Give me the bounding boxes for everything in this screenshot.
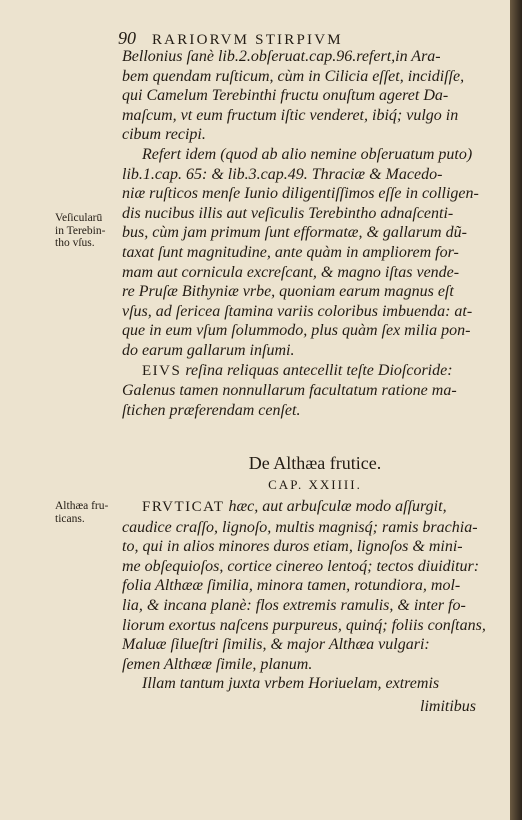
margin-note-line: Veſicularū bbox=[55, 212, 103, 224]
margin-note-line: tho vſus. bbox=[55, 237, 95, 249]
margin-note-line: in Terebin- bbox=[55, 224, 106, 237]
text-line: Bellonius ſanè lib.2.obſeruat.cap.96.refert,in Ara- bbox=[122, 48, 441, 65]
text-line: re Pruſæ Bithyniæ vrbe, quoniam earum magnus eſt bbox=[122, 283, 454, 301]
margin-note-althaea bbox=[55, 500, 108, 525]
main-text-althaea bbox=[122, 497, 487, 694]
text-line: lib.1.cap. 65: & lib.3.cap.49. Thraciæ & Macedo- bbox=[122, 165, 443, 183]
lead-word: FRVTICAT bbox=[142, 499, 225, 515]
text-line: bus, cùm jam primum ſunt efformatæ, & gallarum dũ- bbox=[122, 224, 467, 242]
text-run: hæc, aut arbuſculæ modo aſſurgit, bbox=[224, 498, 447, 515]
text-line: Refert idem (quod ab alio nemine obſeruatum puto) bbox=[142, 145, 473, 163]
text-line: bem quendam ruſticum, cùm in Cilicia eſſet, incidiſſe, bbox=[122, 67, 465, 85]
text-line: niæ ruſticos menſe Iunio diligentiſſimos eſſe in colligen- bbox=[122, 185, 479, 203]
margin-note-line: ticans. bbox=[55, 512, 85, 525]
catchword: limitibus bbox=[420, 698, 477, 715]
paragraph-fruticat bbox=[122, 497, 487, 674]
text-line: Galenus tamen nonnullarum facultatum ratione ma- bbox=[122, 382, 457, 400]
text-line: ſtichen præferendam cenſet. bbox=[122, 401, 301, 419]
paragraph-refert bbox=[122, 145, 487, 361]
text-line: vſus, ad ſericea ſtamina variis coloribus imbuenda: at- bbox=[122, 302, 473, 320]
text-line: me obſequioſos, cortice cinereo lentoq́; tectos diuiditur: bbox=[122, 557, 480, 575]
text-line: maſcum, vt eum fructum iſtic venderet, ibiq́; vulgo in bbox=[122, 106, 459, 124]
page-edge bbox=[510, 0, 522, 820]
paragraph-bellonius bbox=[122, 47, 487, 145]
text-line: dis nucibus illis aut veſiculis Terebintho adnaſcenti- bbox=[122, 204, 454, 222]
running-title: RARIORVM STIRPIVM bbox=[151, 32, 343, 48]
text-line: taxat ſunt magnitudine, ante quàm in ampliorem for- bbox=[122, 243, 459, 261]
text-line: caudice craſſo, lignoſo, multis magnisq́; ramis brachia- bbox=[122, 518, 478, 536]
lead-word: EIVS bbox=[142, 362, 182, 379]
page-number: 90 bbox=[118, 28, 136, 48]
text-line: folia Althææ ſimilia, minora tamen, rotundiora, mol- bbox=[122, 577, 461, 595]
chapter-heading: CAP. XXIIII. bbox=[268, 477, 362, 492]
text-line: liorum exortus naſcens purpureus, quinq́; foliis conſtans, bbox=[122, 616, 486, 634]
text-line: to, qui in alios minores duros etiam, lignoſos & mini- bbox=[122, 538, 463, 556]
text-line: Illam tantum juxta vrbem Horiuelam, extremis bbox=[142, 675, 440, 693]
running-header bbox=[118, 28, 343, 49]
text-line: do earum gallarum inſumi. bbox=[122, 341, 295, 359]
text-line: cibum recipi. bbox=[122, 126, 206, 144]
margin-note-line: Althæa fru- bbox=[55, 500, 109, 512]
text-line: mam aut cornicula excreſcant, & magno iſtas vende- bbox=[122, 263, 460, 281]
section-title: De Althæa frutice. bbox=[248, 453, 382, 473]
paragraph-eius bbox=[122, 361, 487, 421]
text-line bbox=[122, 361, 487, 382]
text-line: qui Camelum Terebinthi fructu onuſtum ageret Da- bbox=[122, 87, 449, 105]
text-line: Maluæ ſilueſtri ſimilis, & major Althæa vulgari: bbox=[122, 636, 430, 654]
text-line: ſemen Althææ ſimile, planum. bbox=[122, 655, 313, 673]
main-text bbox=[122, 47, 487, 420]
text-line bbox=[122, 497, 487, 518]
text-run: reſina reliquas antecellit teſte Dioſcoride: bbox=[181, 361, 453, 379]
text-line: que in eum vſum ſolummodo, plus quàm ſex milia pon- bbox=[122, 322, 471, 340]
margin-note-vesicularum bbox=[55, 212, 105, 250]
text-line: lia, & incana planè: flos extremis ramulis, & inter fo- bbox=[122, 596, 466, 614]
